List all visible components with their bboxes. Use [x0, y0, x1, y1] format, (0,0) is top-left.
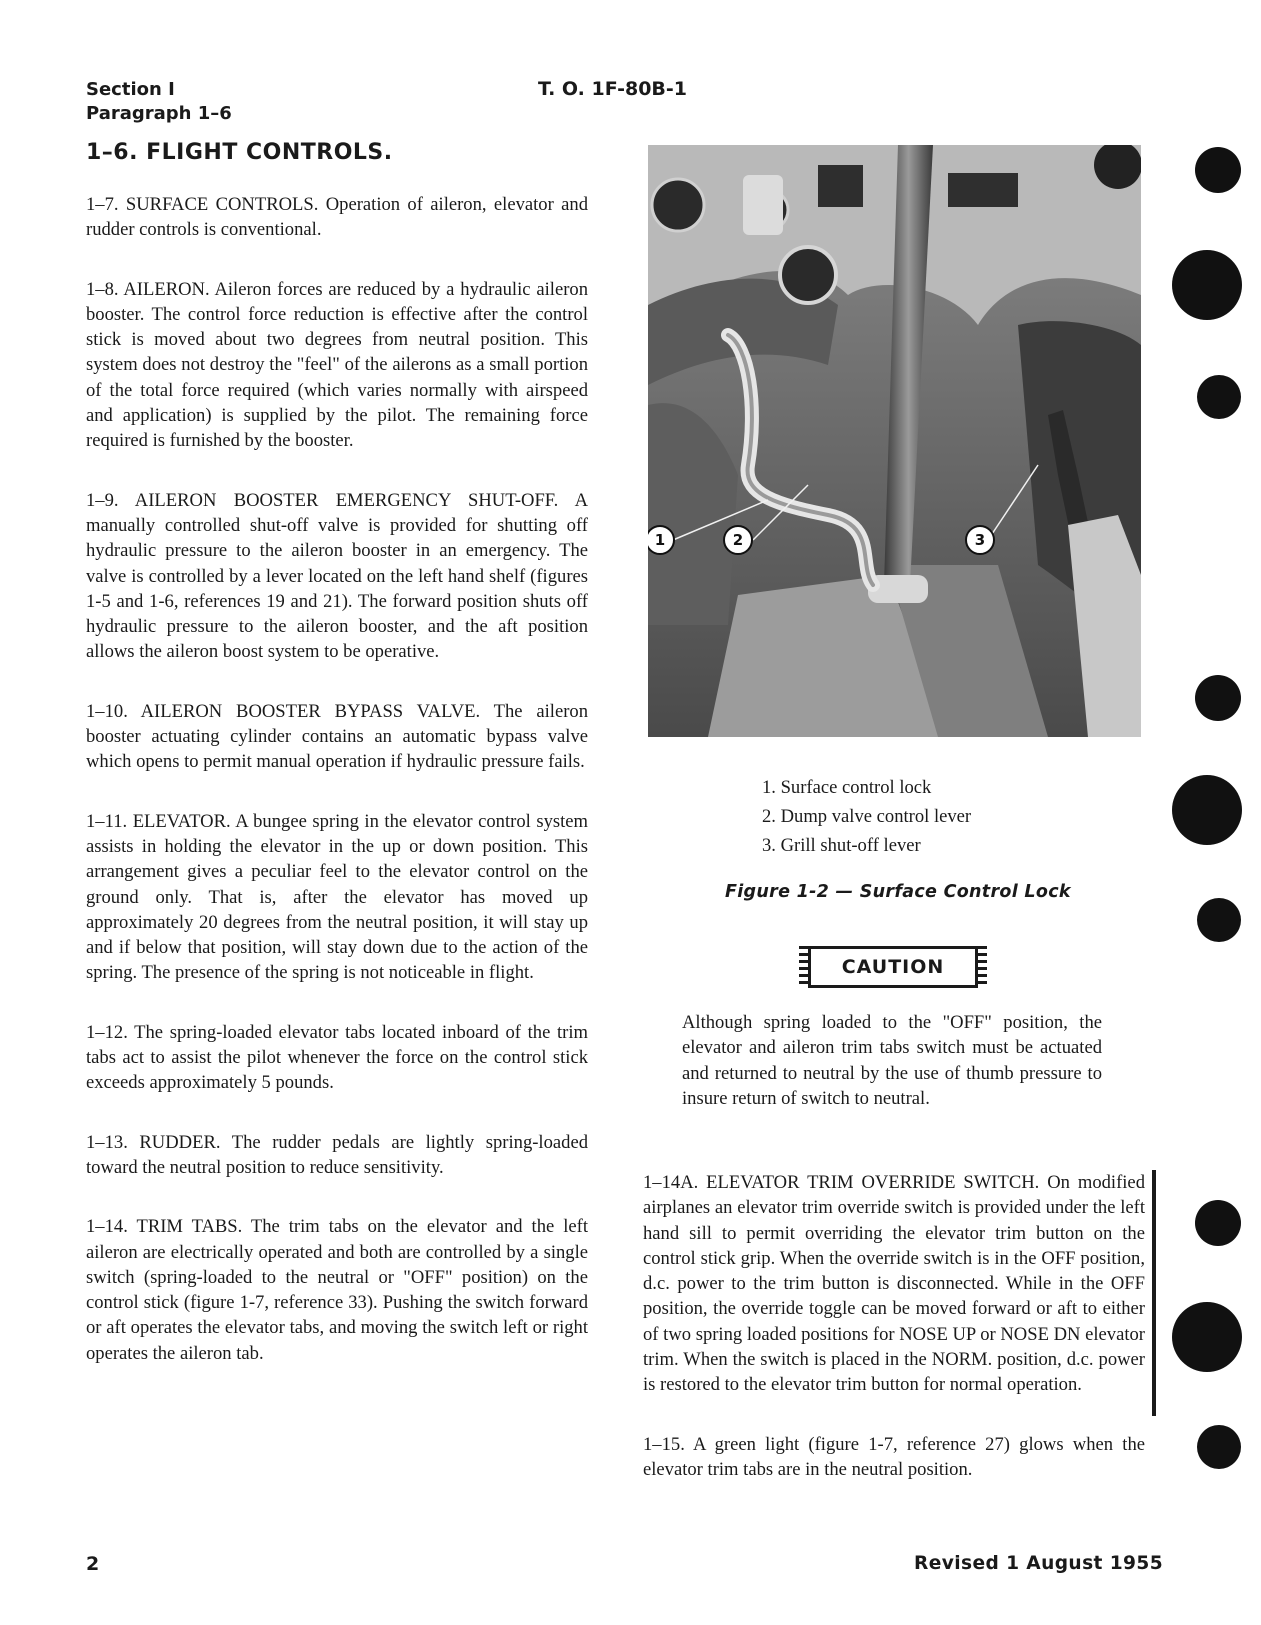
header-section: Section I: [86, 79, 175, 100]
binder-hole: [1197, 898, 1241, 942]
page-header-left: [86, 78, 232, 126]
revision-date: Revised 1 August 1955: [914, 1553, 1164, 1574]
paragraph-1-8: 1–8. AILERON. Aileron forces are reduced by a hydraulic aileron booster. The control force reduction is effective after the control stick is moved about two degrees from neutral position. This system does not destroy the "feel" of the ailerons as a small portion of the total force required (which varies normally with airspeed and application) is supplied by the pilot. The remaining force required is furnished by the booster.: [86, 278, 588, 452]
paragraph-1-14: 1–14. TRIM TABS. The trim tabs on the elevator and the left aileron are electrically operated and both are controlled by a single switch (spring-loaded to the neutral or "OFF" position) on the control stick (figure 1-7, reference 33). Pushing the switch forward or aft operates the elevator tabs, and moving the switch left or right operates the aileron tab.: [86, 1216, 588, 1364]
callout-2: [724, 526, 752, 554]
section-title: 1–6. FLIGHT CONTROLS.: [86, 140, 393, 165]
binder-hole: [1197, 375, 1241, 419]
paragraph-1-13: 1–13. RUDDER. The rudder pedals are lightly spring-loaded toward the neutral position to reduce sensitivity.: [86, 1131, 588, 1178]
binder-hole: [1172, 250, 1242, 320]
page-number: 2: [86, 1553, 100, 1575]
paragraph-1-14a: 1–14A. ELEVATOR TRIM OVERRIDE SWITCH. On modified airplanes an elevator trim override switch is provided under the left hand sill to permit overriding the elevator trim button on the control stick grip. When the override switch is in the OFF position, d.c. power to the trim button is disconnected. While in the OFF position, the override toggle can be moved forward or aft to either of two spring loaded positions for NOSE UP or NOSE DN elevator trim. When the switch is placed in the NORM. position, d.c. power is restored to the elevator trim button for normal operation.: [643, 1172, 1145, 1396]
paragraph-1-10: 1–10. AILERON BOOSTER BYPASS VALVE. The aileron booster actuating cylinder contains an automatic bypass valve which opens to permit manual operation if hydraulic pressure fails.: [86, 700, 588, 773]
paragraph-1-15: 1–15. A green light (figure 1-7, reference 27) glows when the elevator trim tabs are in the neutral position.: [643, 1433, 1145, 1480]
binder-hole: [1172, 775, 1242, 845]
binder-hole: [1172, 1302, 1242, 1372]
binder-hole: [1195, 147, 1241, 193]
caution-box: [808, 946, 978, 988]
callout-3: [966, 526, 994, 554]
caution-label: CAUTION: [841, 956, 945, 978]
paragraph-1-11: 1–11. ELEVATOR. A bungee spring in the elevator control system assists in holding the elevator in the up or down position. This arrangement gives a peculiar feel to the elevator control on the ground only. That is, after the elevator has moved up approximately 20 degrees from the neutral position, it will stay up and if below that position, will stay down due to the action of the spring. The presence of the spring is not noticeable in flight.: [86, 810, 588, 984]
paragraph-1-7: 1–7. SURFACE CONTROLS. Operation of aileron, elevator and rudder controls is conventional.: [86, 194, 588, 241]
figure-photo-surface-control-lock: [648, 145, 1141, 737]
revision-change-bar: [1152, 1170, 1156, 1416]
paragraph-1-12: 1–12. The spring-loaded elevator tabs located inboard of the trim tabs act to assist the pilot whenever the force on the control stick exceeds approximately 5 pounds.: [86, 1021, 588, 1094]
binder-hole: [1195, 1200, 1241, 1246]
callout-1-label: 1: [654, 531, 666, 549]
callout-1: [648, 526, 674, 554]
header-paragraph: Paragraph 1–6: [86, 103, 232, 124]
cockpit-photo-illustration: [648, 145, 1141, 737]
paragraph-1-9: 1–9. AILERON BOOSTER EMERGENCY SHUT-OFF. A manually controlled shut-off valve is provided for shutting off hydraulic pressure to the aileron booster in an emergency. The valve is controlled by a lever located on the left hand shelf (figures 1-5 and 1-6, references 19 and 21). The forward position shuts off hydraulic pressure to the aileron booster, and the aft position allows the aileron boost system to be operative.: [86, 489, 588, 663]
left-column: [86, 192, 588, 1400]
legend-item: 1. Surface control lock: [762, 777, 932, 798]
callout-2-label: 2: [732, 531, 744, 549]
caution-text: Although spring loaded to the "OFF" position, the elevator and aileron trim tabs switch must be actuated and returned to neutral by the use of thumb pressure to insure return of switch to neutral.: [682, 1012, 1102, 1109]
binder-hole: [1197, 1425, 1241, 1469]
legend-item: 3. Grill shut-off lever: [762, 835, 921, 856]
figure-legend: [762, 773, 971, 860]
legend-item: 2. Dump valve control lever: [762, 806, 972, 827]
header-to-number: T. O. 1F-80B-1: [538, 78, 688, 100]
figure-caption: Figure 1-2 — Surface Control Lock: [725, 882, 1071, 902]
right-column: [643, 1170, 1145, 1516]
callout-3-label: 3: [974, 531, 986, 549]
binder-hole: [1195, 675, 1241, 721]
